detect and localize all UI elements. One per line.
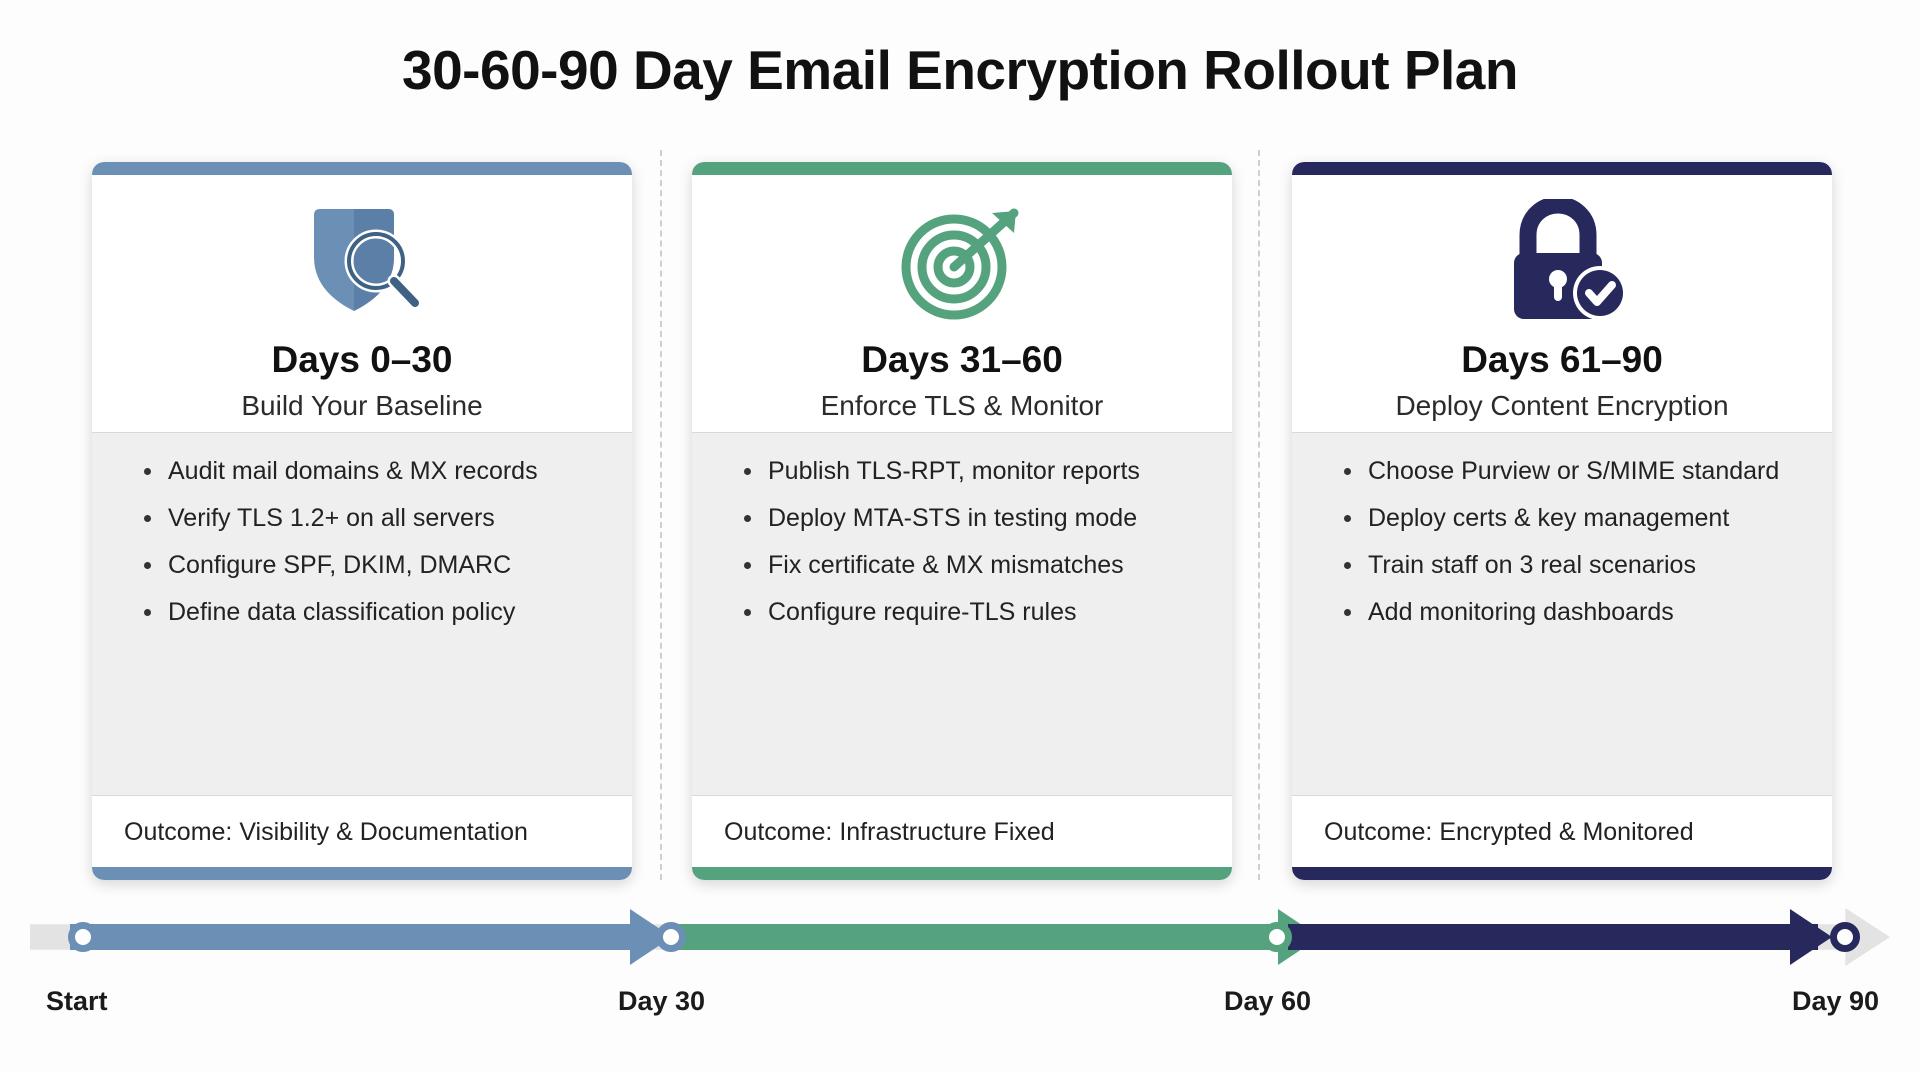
phase-3-heading — [1292, 339, 1832, 432]
bullet-icon — [744, 609, 751, 616]
phase-1-subtitle: Build Your Baseline — [241, 390, 483, 421]
phase-2-task-list — [692, 433, 1232, 795]
task-text: Define data classification policy — [168, 598, 516, 626]
lock-check-icon — [1292, 189, 1832, 339]
phase-3-outcome: Outcome: Encrypted & Monitored — [1292, 796, 1832, 867]
phase-3-subtitle: Deploy Content Encryption — [1395, 390, 1729, 421]
list-item — [744, 506, 1208, 553]
list-item — [144, 506, 608, 553]
timeline-arrow-phase3 — [1790, 909, 1832, 965]
phase-1-task-list — [92, 433, 632, 795]
task-text: Train staff on 3 real scenarios — [1368, 551, 1696, 579]
bullet-icon — [144, 515, 151, 522]
list-item — [744, 553, 1208, 600]
task-text: Configure require-TLS rules — [768, 598, 1077, 626]
phase-1-accent-bar-top — [92, 162, 632, 175]
bullet-icon — [1344, 562, 1351, 569]
bullet-icon — [744, 468, 751, 475]
bullet-icon — [744, 562, 751, 569]
timeline-node-day90[interactable] — [1830, 922, 1860, 952]
bullet-icon — [744, 515, 751, 522]
timeline-segment-phase2 — [678, 924, 1278, 950]
bullet-icon — [1344, 515, 1351, 522]
phase-card-1[interactable] — [92, 162, 632, 880]
phase-2-accent-bar-bottom — [692, 867, 1232, 880]
timeline-node-day60[interactable] — [1262, 922, 1292, 952]
timeline-label-start: Start — [46, 986, 108, 1016]
phase-1-heading — [92, 339, 632, 432]
phase-cards — [92, 162, 1832, 880]
phase-2-accent-bar-top — [692, 162, 1232, 175]
bullet-icon — [144, 562, 151, 569]
task-text: Fix certificate & MX mismatches — [768, 551, 1124, 579]
phase-3-label: Days 61–90 — [1461, 339, 1663, 380]
list-item — [144, 553, 608, 600]
bullet-icon — [144, 609, 151, 616]
task-text: Deploy certs & key management — [1368, 504, 1730, 532]
list-item — [1344, 459, 1808, 506]
phase-2-outcome: Outcome: Infrastructure Fixed — [692, 796, 1232, 867]
timeline-label-day30: Day 30 — [618, 986, 706, 1016]
phase-2-label: Days 31–60 — [861, 339, 1063, 380]
phase-2-heading — [692, 339, 1232, 432]
phase-card-3[interactable] — [1292, 162, 1832, 880]
timeline-segment-phase3 — [1288, 924, 1818, 950]
phase-3-accent-bar-bottom — [1292, 867, 1832, 880]
list-item — [1344, 553, 1808, 600]
timeline-node-day30[interactable] — [656, 922, 686, 952]
phase-1-accent-bar-bottom — [92, 867, 632, 880]
task-text: Verify TLS 1.2+ on all servers — [168, 504, 495, 532]
shield-magnifier-icon — [92, 189, 632, 339]
bullet-icon — [1344, 609, 1351, 616]
timeline-node-start[interactable] — [68, 922, 98, 952]
task-text: Deploy MTA-STS in testing mode — [768, 504, 1138, 532]
task-text: Audit mail domains & MX records — [168, 457, 538, 485]
page-title: 30-60-90 Day Email Encryption Rollout Plan — [402, 39, 1518, 101]
phase-1-label: Days 0–30 — [271, 339, 453, 380]
list-item — [144, 459, 608, 506]
phase-3-task-list — [1292, 433, 1832, 795]
task-text: Choose Purview or S/MIME standard — [1368, 457, 1780, 485]
phase-2-subtitle: Enforce TLS & Monitor — [820, 390, 1104, 421]
phase-1-outcome: Outcome: Visibility & Documentation — [92, 796, 632, 867]
bullet-icon — [144, 468, 151, 475]
list-item — [1344, 506, 1808, 553]
task-text: Configure SPF, DKIM, DMARC — [168, 551, 512, 579]
task-text: Add monitoring dashboards — [1368, 598, 1674, 626]
task-text: Publish TLS-RPT, monitor reports — [768, 457, 1140, 485]
bullet-icon — [1344, 468, 1351, 475]
phase-3-accent-bar-top — [1292, 162, 1832, 175]
list-item — [744, 459, 1208, 506]
timeline — [30, 900, 1890, 1016]
target-arrow-icon — [692, 189, 1232, 339]
timeline-label-day60: Day 60 — [1224, 986, 1312, 1016]
list-item — [144, 600, 608, 625]
list-item — [744, 600, 1208, 625]
phase-card-2[interactable] — [692, 162, 1232, 880]
timeline-segment-phase1 — [70, 924, 630, 950]
list-item — [1344, 600, 1808, 625]
timeline-label-day90: Day 90 — [1792, 986, 1880, 1016]
